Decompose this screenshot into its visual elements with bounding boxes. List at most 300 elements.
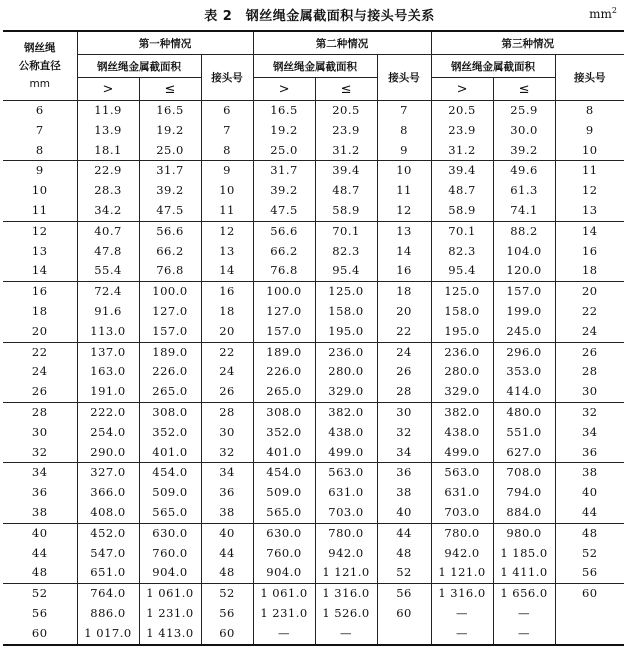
cell-case1-gt: 651.0 [77,563,139,583]
table-row [3,362,624,382]
header-gt-2: > [253,78,315,101]
cell-case1-gt: 55.4 [77,261,139,281]
cell-case2-le: 703.0 [315,503,377,523]
cell-case2-le: 158.0 [315,302,377,322]
cell-diameter: 60 [3,624,77,645]
cell-case1-gt: 28.3 [77,181,139,201]
table-title: 表 2 钢丝绳金属截面积与接头号关系 [204,9,435,24]
cell-case2-joint: 32 [377,423,431,443]
cell-case2-gt: 31.7 [253,161,315,181]
cell-diameter: 48 [3,563,77,583]
cell-case3-gt: 31.2 [431,141,493,161]
cell-case2-gt: 565.0 [253,503,315,523]
table-row [3,544,624,564]
cell-case3-le: 120.0 [493,261,555,281]
header-joint-1: 接头号 [201,55,253,101]
cell-case3-gt: 125.0 [431,282,493,302]
cell-case2-le: 329.0 [315,382,377,402]
cell-case1-le: 265.0 [139,382,201,402]
cell-case2-le: 23.9 [315,121,377,141]
cell-case1-gt: 452.0 [77,523,139,543]
cell-case2-joint: 16 [377,261,431,281]
cell-case1-le: 31.7 [139,161,201,181]
cell-case1-joint: 36 [201,483,253,503]
cell-case2-le: 58.9 [315,201,377,221]
cell-case3-gt: 58.9 [431,201,493,221]
cell-case2-le: 438.0 [315,423,377,443]
cell-case1-gt: 1 017.0 [77,624,139,645]
header-area-2: 钢丝绳金属截面积 [253,55,377,78]
cell-case3-le: 104.0 [493,242,555,262]
header-diameter-line2: 公称直径 [18,60,61,72]
cell-case3-joint: 56 [555,563,624,583]
cell-case1-le: 308.0 [139,402,201,422]
cell-case3-joint: 18 [555,261,624,281]
header-case-1: 第一种情况 [77,31,253,55]
cell-case3-gt: 20.5 [431,101,493,121]
cell-case3-gt: 382.0 [431,402,493,422]
cell-case3-gt: 329.0 [431,382,493,402]
cell-case1-gt: 47.8 [77,242,139,262]
cell-case2-gt: 308.0 [253,402,315,422]
cell-case1-le: 1 061.0 [139,584,201,604]
cell-case3-joint: 10 [555,141,624,161]
cell-case2-gt: — [253,624,315,645]
cell-case1-le: 1 413.0 [139,624,201,645]
cell-case1-joint: 52 [201,584,253,604]
cell-case3-gt: 631.0 [431,483,493,503]
cell-case2-le: 48.7 [315,181,377,201]
cell-case3-joint: 36 [555,443,624,463]
cell-case1-gt: 886.0 [77,604,139,624]
cell-case1-gt: 222.0 [77,402,139,422]
cell-case1-gt: 366.0 [77,483,139,503]
cell-case2-le: — [315,624,377,645]
cell-case2-gt: 1 061.0 [253,584,315,604]
cell-case2-joint: 13 [377,221,431,241]
cell-case3-le: 708.0 [493,463,555,483]
cell-case1-joint: 18 [201,302,253,322]
table-row [3,282,624,302]
cell-case1-le: 630.0 [139,523,201,543]
table-row [3,101,624,121]
cell-case1-gt: 764.0 [77,584,139,604]
cell-case2-joint: 22 [377,322,431,342]
cell-diameter: 40 [3,523,77,543]
cell-case3-le: 627.0 [493,443,555,463]
cell-case3-gt: 236.0 [431,342,493,362]
cell-case2-gt: 630.0 [253,523,315,543]
cell-case2-gt: 1 231.0 [253,604,315,624]
cell-case2-le: 382.0 [315,402,377,422]
cell-diameter: 32 [3,443,77,463]
cell-case3-le: 1 411.0 [493,563,555,583]
cell-case1-joint: 16 [201,282,253,302]
cell-diameter: 20 [3,322,77,342]
table-row [3,161,624,181]
header-case-3: 第三种情况 [431,31,624,55]
cell-case1-gt: 191.0 [77,382,139,402]
cell-case2-joint: 11 [377,181,431,201]
table-row [3,523,624,543]
cell-case1-joint: 20 [201,322,253,342]
unit-text: mm [589,7,612,21]
cell-case1-joint: 48 [201,563,253,583]
cell-case2-le: 82.3 [315,242,377,262]
cell-case3-joint: 26 [555,342,624,362]
cell-diameter: 36 [3,483,77,503]
cell-case2-le: 95.4 [315,261,377,281]
cell-case1-gt: 408.0 [77,503,139,523]
cell-diameter: 13 [3,242,77,262]
cell-case3-gt: 563.0 [431,463,493,483]
cell-case3-le: 49.6 [493,161,555,181]
cell-case1-le: 76.8 [139,261,201,281]
cell-case2-joint: 24 [377,342,431,362]
table-row [3,221,624,241]
cell-case2-le: 1 121.0 [315,563,377,583]
cell-case3-le: 245.0 [493,322,555,342]
cell-case2-gt: 56.6 [253,221,315,241]
cell-case1-joint: 44 [201,544,253,564]
cell-case3-le: 353.0 [493,362,555,382]
cell-case1-le: 19.2 [139,121,201,141]
cell-case1-joint: 14 [201,261,253,281]
cell-case2-gt: 509.0 [253,483,315,503]
cell-case2-gt: 760.0 [253,544,315,564]
cell-case2-le: 499.0 [315,443,377,463]
cell-case3-gt: 1 316.0 [431,584,493,604]
cell-case2-joint: 7 [377,101,431,121]
cell-case1-le: 565.0 [139,503,201,523]
cell-case2-gt: 19.2 [253,121,315,141]
cell-case2-joint: 9 [377,141,431,161]
cell-diameter: 52 [3,584,77,604]
table-row [3,242,624,262]
cell-case1-le: 100.0 [139,282,201,302]
cell-case3-gt: 499.0 [431,443,493,463]
table-row [3,342,624,362]
cell-case1-gt: 18.1 [77,141,139,161]
cell-case3-joint: 32 [555,402,624,422]
cell-case1-le: 454.0 [139,463,201,483]
cell-case3-le: 480.0 [493,402,555,422]
cell-diameter: 9 [3,161,77,181]
cell-case2-gt: 100.0 [253,282,315,302]
cell-case3-gt: 703.0 [431,503,493,523]
cell-case3-le: 794.0 [493,483,555,503]
unit-superscript: 2 [611,6,617,15]
cell-case1-le: 47.5 [139,201,201,221]
cell-case2-gt: 76.8 [253,261,315,281]
cell-diameter: 34 [3,463,77,483]
table-row [3,322,624,342]
cell-case3-joint [555,604,624,624]
cell-case3-joint: 9 [555,121,624,141]
cell-case2-gt: 157.0 [253,322,315,342]
cell-case2-gt: 352.0 [253,423,315,443]
header-case-2: 第二种情况 [253,31,431,55]
table-row [3,423,624,443]
cell-case3-joint: 24 [555,322,624,342]
cell-case1-le: 509.0 [139,483,201,503]
cell-case1-le: 1 231.0 [139,604,201,624]
cell-case2-le: 236.0 [315,342,377,362]
cell-diameter: 28 [3,402,77,422]
cell-case3-le: 199.0 [493,302,555,322]
cell-case3-le: 980.0 [493,523,555,543]
cell-diameter: 22 [3,342,77,362]
cell-case1-gt: 254.0 [77,423,139,443]
cell-case3-joint: 14 [555,221,624,241]
cell-case2-joint: 56 [377,584,431,604]
cell-case3-le: 30.0 [493,121,555,141]
cell-case3-gt: 23.9 [431,121,493,141]
cell-case1-le: 25.0 [139,141,201,161]
table-row [3,302,624,322]
cell-case1-le: 760.0 [139,544,201,564]
cell-case1-le: 904.0 [139,563,201,583]
cell-case3-joint: 12 [555,181,624,201]
cell-case3-gt: 158.0 [431,302,493,322]
cell-case2-le: 942.0 [315,544,377,564]
cell-case3-le: 88.2 [493,221,555,241]
cell-case2-joint: 44 [377,523,431,543]
cell-diameter: 12 [3,221,77,241]
cell-diameter: 16 [3,282,77,302]
cell-case1-gt: 113.0 [77,322,139,342]
cell-case2-gt: 401.0 [253,443,315,463]
cell-case2-joint: 48 [377,544,431,564]
cell-case1-gt: 91.6 [77,302,139,322]
cell-case2-le: 563.0 [315,463,377,483]
cell-diameter: 26 [3,382,77,402]
cell-case3-joint [555,624,624,645]
cell-case1-joint: 32 [201,443,253,463]
cell-case3-gt: — [431,624,493,645]
table-body [3,101,624,645]
cell-case1-joint: 56 [201,604,253,624]
cell-case2-gt: 66.2 [253,242,315,262]
cell-case3-joint: 16 [555,242,624,262]
table-row [3,463,624,483]
cell-case3-joint: 22 [555,302,624,322]
cell-case3-gt: — [431,604,493,624]
cell-case1-le: 56.6 [139,221,201,241]
cell-case3-le: 1 656.0 [493,584,555,604]
cell-case1-gt: 40.7 [77,221,139,241]
cell-case3-gt: 39.4 [431,161,493,181]
rope-joint-table [3,30,624,646]
cell-case2-le: 1 316.0 [315,584,377,604]
cell-case1-joint: 30 [201,423,253,443]
table-row [3,261,624,281]
cell-case1-le: 66.2 [139,242,201,262]
header-le-1: ≤ [139,78,201,101]
cell-diameter: 6 [3,101,77,121]
cell-case1-le: 226.0 [139,362,201,382]
cell-case3-joint: 44 [555,503,624,523]
header-diameter [3,31,77,101]
cell-case3-gt: 95.4 [431,261,493,281]
header-gt-1: > [77,78,139,101]
table-row [3,503,624,523]
cell-case3-joint: 38 [555,463,624,483]
cell-case2-gt: 904.0 [253,563,315,583]
cell-case3-le: 884.0 [493,503,555,523]
header-gt-3: > [431,78,493,101]
cell-case3-le: 414.0 [493,382,555,402]
table-row [3,624,624,645]
cell-case3-le: 551.0 [493,423,555,443]
cell-diameter: 10 [3,181,77,201]
cell-case2-joint: 26 [377,362,431,382]
table-row [3,483,624,503]
cell-case1-joint: 6 [201,101,253,121]
cell-case3-gt: 82.3 [431,242,493,262]
cell-case2-gt: 16.5 [253,101,315,121]
cell-case1-le: 401.0 [139,443,201,463]
cell-case3-joint: 20 [555,282,624,302]
cell-case3-joint: 52 [555,544,624,564]
cell-case2-joint: 40 [377,503,431,523]
cell-case1-joint: 10 [201,181,253,201]
cell-case3-joint: 48 [555,523,624,543]
cell-case1-gt: 290.0 [77,443,139,463]
cell-case1-joint: 9 [201,161,253,181]
header-area-1: 钢丝绳金属截面积 [77,55,201,78]
cell-diameter: 38 [3,503,77,523]
table-row [3,604,624,624]
cell-case3-joint: 40 [555,483,624,503]
cell-case1-joint: 22 [201,342,253,362]
cell-case3-joint: 28 [555,362,624,382]
cell-case2-joint: 52 [377,563,431,583]
cell-case1-joint: 7 [201,121,253,141]
cell-case3-joint: 34 [555,423,624,443]
cell-case3-gt: 70.1 [431,221,493,241]
cell-case2-le: 70.1 [315,221,377,241]
cell-diameter: 30 [3,423,77,443]
cell-case3-le: 1 185.0 [493,544,555,564]
cell-case1-le: 157.0 [139,322,201,342]
cell-case3-gt: 780.0 [431,523,493,543]
cell-case2-le: 631.0 [315,483,377,503]
header-le-3: ≤ [493,78,555,101]
cell-case3-gt: 195.0 [431,322,493,342]
cell-case2-le: 39.4 [315,161,377,181]
cell-case3-le: 296.0 [493,342,555,362]
cell-case2-gt: 127.0 [253,302,315,322]
cell-case2-le: 1 526.0 [315,604,377,624]
cell-case3-le: — [493,624,555,645]
cell-case3-le: 61.3 [493,181,555,201]
cell-case1-gt: 13.9 [77,121,139,141]
header-joint-3: 接头号 [555,55,624,101]
cell-case3-gt: 48.7 [431,181,493,201]
cell-case3-joint: 8 [555,101,624,121]
cell-diameter: 44 [3,544,77,564]
cell-case3-gt: 438.0 [431,423,493,443]
cell-case2-joint: 28 [377,382,431,402]
cell-case1-joint: 8 [201,141,253,161]
cell-case3-joint: 30 [555,382,624,402]
unit-label [589,6,617,21]
cell-diameter: 18 [3,302,77,322]
header-area-3: 钢丝绳金属截面积 [431,55,555,78]
table-row [3,443,624,463]
cell-case1-gt: 163.0 [77,362,139,382]
cell-case1-le: 39.2 [139,181,201,201]
cell-case1-joint: 12 [201,221,253,241]
header-diameter-line1: 钢丝绳 [24,42,56,54]
cell-case2-le: 780.0 [315,523,377,543]
cell-case3-joint: 13 [555,201,624,221]
cell-case1-gt: 547.0 [77,544,139,564]
cell-case1-joint: 34 [201,463,253,483]
cell-case2-le: 280.0 [315,362,377,382]
cell-case2-le: 195.0 [315,322,377,342]
cell-case3-le: — [493,604,555,624]
cell-case1-le: 189.0 [139,342,201,362]
table-row [3,181,624,201]
cell-case1-joint: 26 [201,382,253,402]
table-row [3,121,624,141]
cell-case2-joint: 20 [377,302,431,322]
header-joint-2: 接头号 [377,55,431,101]
cell-case2-le: 31.2 [315,141,377,161]
cell-case3-gt: 280.0 [431,362,493,382]
cell-case2-joint: 36 [377,463,431,483]
cell-diameter: 11 [3,201,77,221]
cell-case2-joint [377,624,431,645]
cell-case3-gt: 1 121.0 [431,563,493,583]
cell-case3-gt: 942.0 [431,544,493,564]
cell-case1-gt: 72.4 [77,282,139,302]
cell-case2-joint: 34 [377,443,431,463]
cell-case1-gt: 137.0 [77,342,139,362]
cell-case2-joint: 12 [377,201,431,221]
cell-case2-gt: 25.0 [253,141,315,161]
cell-case3-joint: 60 [555,584,624,604]
cell-case2-joint: 30 [377,402,431,422]
cell-case2-joint: 38 [377,483,431,503]
cell-case3-joint: 11 [555,161,624,181]
cell-case1-gt: 327.0 [77,463,139,483]
cell-case1-joint: 28 [201,402,253,422]
cell-case1-gt: 11.9 [77,101,139,121]
cell-case3-le: 25.9 [493,101,555,121]
cell-case2-joint: 8 [377,121,431,141]
cell-case1-joint: 24 [201,362,253,382]
table-row [3,584,624,604]
cell-case2-joint: 60 [377,604,431,624]
cell-case2-joint: 18 [377,282,431,302]
header-le-2: ≤ [315,78,377,101]
cell-case2-le: 20.5 [315,101,377,121]
table-row [3,563,624,583]
cell-case2-le: 125.0 [315,282,377,302]
cell-case1-joint: 38 [201,503,253,523]
cell-case2-joint: 10 [377,161,431,181]
cell-case1-joint: 60 [201,624,253,645]
table-row [3,141,624,161]
cell-case2-gt: 189.0 [253,342,315,362]
cell-case1-gt: 34.2 [77,201,139,221]
cell-diameter: 8 [3,141,77,161]
cell-case2-gt: 39.2 [253,181,315,201]
cell-case1-le: 127.0 [139,302,201,322]
